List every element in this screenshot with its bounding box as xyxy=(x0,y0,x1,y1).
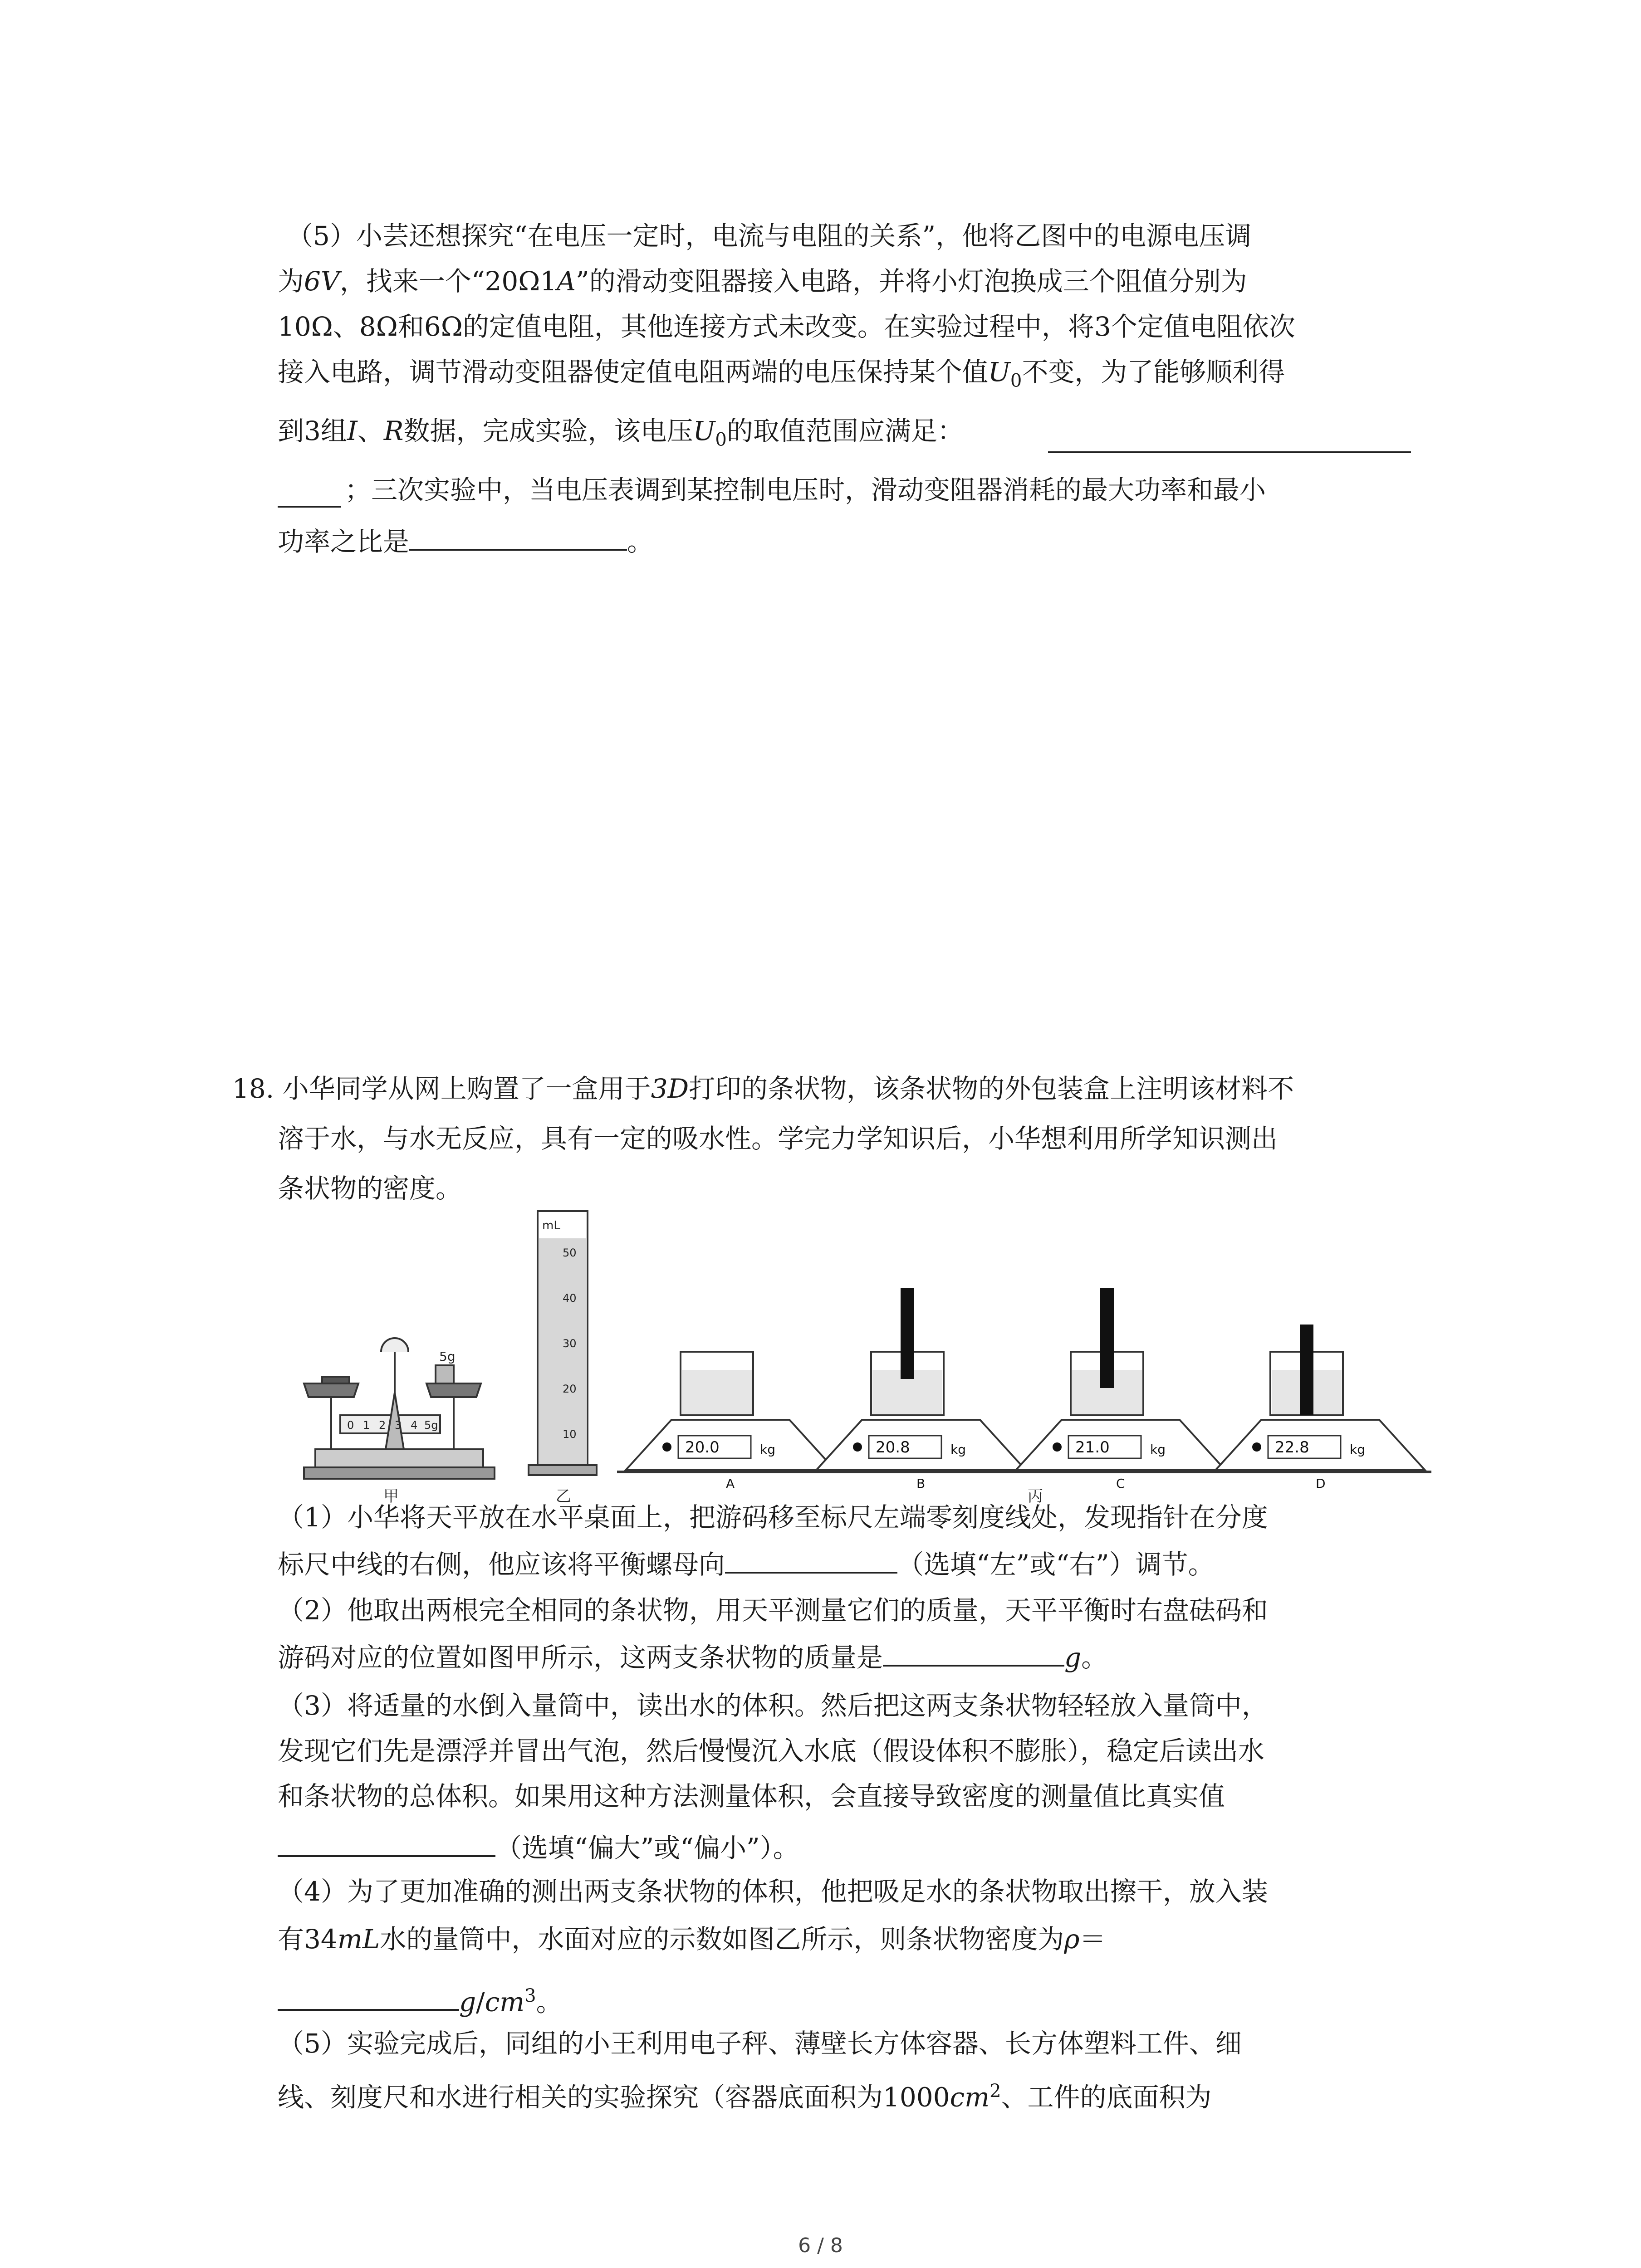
answer-blank-u0-range-cont[interactable] xyxy=(278,479,341,508)
cylinder-tick: 30 xyxy=(563,1337,577,1350)
cylinder-tick: 20 xyxy=(563,1383,577,1395)
scale-d xyxy=(1207,1325,1431,1491)
answer-blank-bias[interactable] xyxy=(278,1828,495,1857)
scale-b-label: B xyxy=(916,1476,926,1491)
scale-a xyxy=(617,1352,844,1491)
answer-blank-power-ratio[interactable] xyxy=(409,522,627,551)
p5-line5: 到3组I、R数据，完成实验，该电压$U_0$的取值范围应满足： xyxy=(278,415,964,450)
scale-b-reading: 20.8 xyxy=(876,1438,910,1457)
balance-scale-label: 1 xyxy=(363,1419,370,1432)
p5-line7: 功率之比是 。 xyxy=(278,522,653,560)
balance-diagram xyxy=(304,1338,495,1479)
s5-line1: （5）实验完成后，同组的小王利用电子秤、薄壁长方体容器、长方体塑料工件、细 xyxy=(278,2028,1242,2059)
s1-line2: 标尺中线的右侧，他应该将平衡螺母向 （选填“左”或“右”）调节。 xyxy=(278,1545,1215,1583)
experiment-figure xyxy=(272,1202,1434,1510)
s1-line1: （1）小华将天平放在水平桌面上，把游码移至标尺左端零刻度线处，发现指针在分度 xyxy=(278,1502,1268,1533)
cylinder-tick: 10 xyxy=(563,1428,577,1441)
scale-d-reading: 22.8 xyxy=(1275,1438,1309,1457)
scale-b-unit: kg xyxy=(950,1442,966,1457)
scale-c xyxy=(1007,1288,1234,1491)
cylinder-tick: 50 xyxy=(563,1246,577,1259)
scale-a-reading: 20.0 xyxy=(685,1438,720,1457)
s3-line2: 发现它们先是漂浮并冒出气泡，然后慢慢沉入水底（假设体积不膨胀），稳定后读出水 xyxy=(278,1735,1265,1766)
p5-line6: ；三次实验中，当电压表调到某控制电压时，滑动变阻器消耗的最大功率和最小 xyxy=(345,474,1266,505)
p5-line3: 10Ω、8Ω和6Ω的定值电阻，其他连接方式未改变。在实验过程中，将3个定值电阻依次 xyxy=(278,311,1295,342)
scale-c-unit: kg xyxy=(1150,1442,1166,1457)
s3-line4: （选填“偏大”或“偏小”）。 xyxy=(278,1828,799,1866)
answer-blank-u0-range[interactable] xyxy=(1048,424,1411,453)
cylinder-tick: 40 xyxy=(563,1292,577,1305)
scale-d-label: D xyxy=(1316,1476,1326,1491)
balance-scale-label: 4 xyxy=(411,1419,418,1432)
s3-line1: （3）将适量的水倒入量筒中，读出水的体积。然后把这两支条状物轻轻放入量筒中， xyxy=(278,1690,1268,1721)
caption-yi: 乙 xyxy=(556,1487,571,1505)
scale-c-reading: 21.0 xyxy=(1075,1438,1110,1457)
scale-c-label: C xyxy=(1116,1476,1125,1491)
page-number: 6 / 8 xyxy=(798,2234,843,2257)
s4-line3: $g/cm^3$。 xyxy=(278,1978,563,2020)
s5-line2: 线、刻度尺和水进行相关的实验探究（容器底面积为$1000cm^2$、工件的底面积为 xyxy=(278,2081,1212,2113)
s4-line1: （4）为了更加准确的测出两支条状物的体积，他把吸足水的条状物取出擦干，放入装 xyxy=(278,1876,1268,1907)
s3-line3: 和条状物的总体积。如果用这种方法测量体积，会直接导致密度的测量值比真实值 xyxy=(278,1781,1225,1812)
balance-scale-label: 0 xyxy=(347,1419,354,1432)
answer-blank-density[interactable] xyxy=(278,1982,459,2011)
s4-line2: 有34mL水的量筒中，水面对应的示数如图乙所示，则条状物密度为ρ＝ xyxy=(278,1924,1106,1955)
balance-scale-label: 5g xyxy=(424,1419,438,1432)
cylinder-unit: mL xyxy=(542,1219,560,1232)
answer-blank-direction[interactable] xyxy=(725,1545,897,1574)
scale-a-unit: kg xyxy=(760,1442,775,1457)
p5-line1: （5）小芸还想探究“在电压一定时，电流与电阻的关系”，他将乙图中的电源电压调 xyxy=(287,220,1252,251)
scale-d-unit: kg xyxy=(1350,1442,1365,1457)
p5-line4: 接入电路，调节滑动变阻器使定值电阻两端的电压保持某个值$U_0$不变，为了能够顺利得 xyxy=(278,357,1285,391)
q18-line1: 18. 小华同学从网上购置了一盒用于3D打印的条状物，该条状物的外包装盒上注明该材料不 xyxy=(232,1073,1294,1104)
scale-b xyxy=(808,1288,1034,1491)
caption-bing: 丙 xyxy=(1028,1487,1043,1505)
s2-line1: （2）他取出两根完全相同的条状物，用天平测量它们的质量，天平平衡时右盘砝码和 xyxy=(278,1595,1268,1626)
balance-weight-label: 5g xyxy=(439,1349,456,1364)
balance-scale-label: 3 xyxy=(395,1419,402,1432)
p5-line2: 为6V，找来一个“20Ω1A”的滑动变阻器接入电路，并将小灯泡换成三个阻值分别为 xyxy=(278,266,1247,297)
q18-line2: 溶于水，与水无反应，具有一定的吸水性。学完力学知识后，小华想利用所学知识测出 xyxy=(278,1123,1278,1154)
q18-line3: 条状物的密度。 xyxy=(278,1173,462,1204)
caption-jia: 甲 xyxy=(383,1487,399,1505)
scale-a-label: A xyxy=(726,1476,735,1491)
answer-blank-mass[interactable] xyxy=(883,1637,1064,1667)
s2-line2: 游码对应的位置如图甲所示，这两支条状物的质量是 g。 xyxy=(278,1637,1107,1676)
balance-scale-label: 2 xyxy=(379,1419,386,1432)
